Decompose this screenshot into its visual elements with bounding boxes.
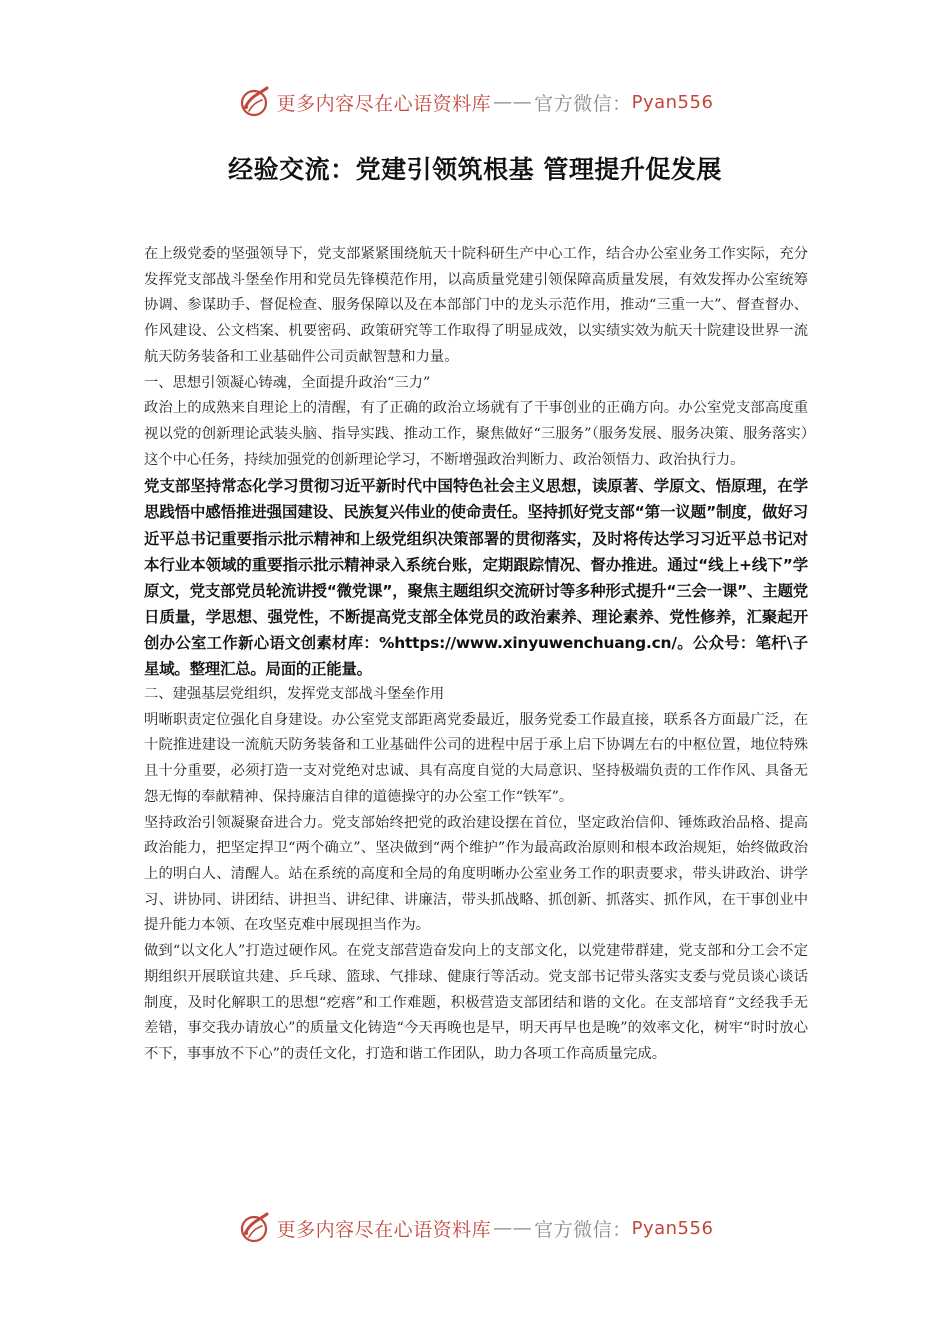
banner-slogan: 更多内容尽在心语资料库: [276, 92, 492, 115]
pen-swirl-icon: [237, 84, 273, 120]
banner-wechat-handle: Pyan556: [631, 1217, 714, 1239]
pen-swirl-icon: [237, 1210, 273, 1246]
banner-slogan: 更多内容尽在心语资料库: [276, 1218, 492, 1241]
section-heading-2: 二、建强基层党组织，发挥党支部战斗堡垒作用: [144, 686, 445, 703]
footer-watermark-banner: [0, 1208, 950, 1248]
banner-wechat-handle: Pyan556: [631, 91, 714, 113]
body-paragraph: 做到“以文化人”打造过硬作风。在党支部营造奋发向上的支部文化，以党建带群建，党支部和分工会不定期组织开展联谊共建、乒乓球、篮球、气排球、健康行等活动。党支部书记带头落实支委与党员谈心谈话制度，及时化解职工的思想“疙瘩”和工作难题，积极营造支部团结和谐的文化。在支部培育“文经我手无差错，事交我办请放心”的质量文化铸造“今天再晚也是早，明天再早也是晚”的效率文化，树牢“时时放心不下，事事放不下心”的责任文化，打造和谐工作团队，助力各项工作高质量完成。: [144, 943, 808, 1062]
body-paragraph: 明晰职责定位强化自身建设。办公室党支部距离党委最近，服务党委工作最直接，联系各方面最广泛，在十院推进建设一流航天防务装备和工业基础件公司的进程中居于承上启下协调左右的中枢位置，地位特殊且十分重要，必须打造一支对党绝对忠诚、具有高度自觉的大局意识、坚持极端负责的工作作风、具备无怨无悔的奉献精神、保持廉洁自律的道德操守的办公室工作“铁军”。: [144, 711, 808, 805]
section-heading-1: 一、思想引领凝心铸魂，全面提升政治“三力”: [144, 374, 431, 391]
document-body: [144, 242, 808, 1068]
intro-paragraph: 在上级党委的坚强领导下，党支部紧紧围绕航天十院科研生产中心工作，结合办公室业务工作实际，充分发挥党支部战斗堡垒作用和党员先锋模范作用，以高质量党建引领保障高质量发展，有效发挥办公室统筹协调、参谋助手、督促检查、服务保障以及在本部部门中的龙头示范作用，推动“三重一大”、督查督办、作风建设、公文档案、机要密码、政策研究等工作取得了明显成效，以实绩实效为航天十院建设世界一流航天防务装备和工业基础件公司贡献智慧和力量。: [144, 246, 808, 365]
banner-separator: ——: [493, 1217, 533, 1239]
body-paragraph: 政治上的成熟来自理论上的清醒，有了正确的政治立场就有了干事创业的正确方向。办公室党支部高度重视以党的创新理论武装头脑、指导实践、推动工作，聚焦做好“三服务”（服务发展、服务决策、服务落实）这个中心任务，持续加强党的创新理论学习，不断增强政治判断力、政治领悟力、政治执行力。: [144, 400, 808, 468]
banner-official-label: 官方微信：: [534, 92, 632, 115]
body-paragraph: 坚持政治引领凝聚奋进合力。党支部始终把党的政治建设摆在首位，坚定政治信仰、锤炼政治品格、提高政治能力，把坚定捍卫“两个确立”、坚决做到“两个维护”作为最高政治原则和根本政治规矩，始终做政治上的明白人、清醒人。站在系统的高度和全局的角度明晰办公室业务工作的职责要求，带头讲政治、讲学习、讲协同、讲团结、讲担当、讲纪律、讲廉洁，带头抓战略、抓创新、抓落实、抓作风，在干事创业中提升能力本领、在攻坚克难中展现担当作为。: [144, 814, 808, 934]
document-title: 经验交流：党建引领筑根基 管理提升促发展: [228, 155, 722, 184]
header-watermark-banner: [0, 82, 950, 122]
banner-separator: ——: [493, 91, 533, 113]
bold-body-paragraph: 党支部坚持常态化学习贯彻习近平新时代中国特色社会主义思想，读原著、学原文、悟原理，在学思践悟中感悟推进强国建设、民族复兴伟业的使命责任。坚持抓好党支部“第一议题”制度，做好习近平总书记重要指示批示精神和上级党组织决策部署的贯彻落实，及时将传达学习习近平总书记对本行业本领域的重要指示批示精神录入系统台账，定期跟踪情况、督办推进。通过“线上+线下”学原文，党支部党员轮流讲授“微党课”，聚焦主题组织交流研讨等多种形式提升“三会一课”、主题党日质量，学思想、强党性，不断提高党支部全体党员的政治素养、理论素养、党性修养，汇聚起开创办公室工作新心语文创素材库：%https://www.xinyuwenchuang.cn/。公众号：笔杆\子星域。整理汇总。局面的正能量。: [144, 477, 808, 678]
banner-official-label: 官方微信：: [534, 1218, 632, 1241]
